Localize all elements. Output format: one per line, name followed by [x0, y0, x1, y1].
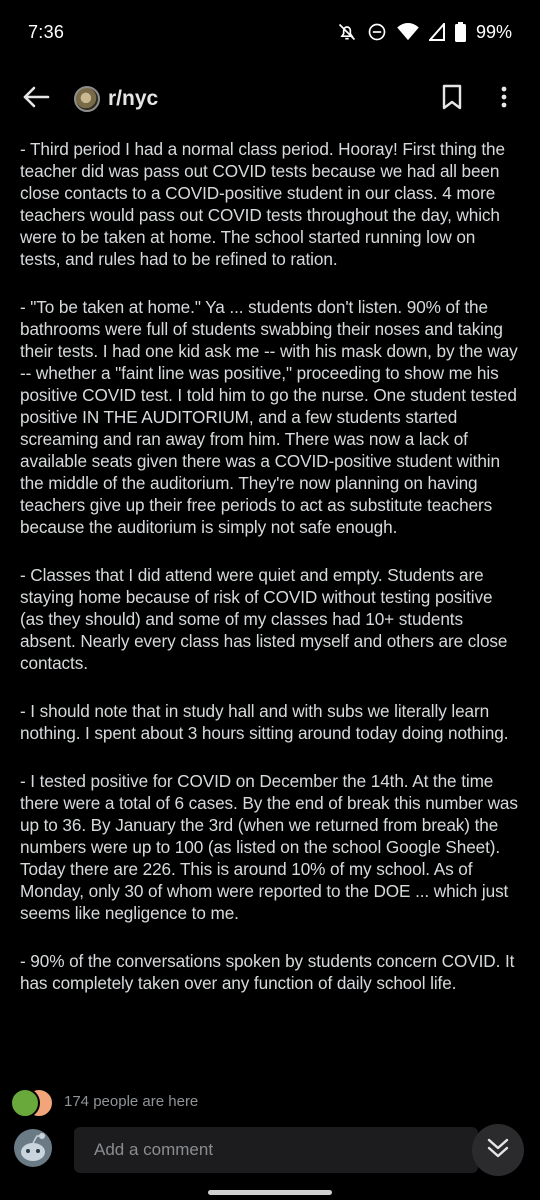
comment-bar [0, 1120, 540, 1180]
more-vertical-icon [501, 86, 507, 113]
post-paragraph: - "To be taken at home." Ya ... students don't listen. 90% of the bathrooms were full of students swabbing their noses and taking their tests. I had one kid ask me -- with his mask down, by the way -- whether a "faint line was positive," proceeding to show me his positive COVID test. I told him to go the nurse. One student tested positive IN THE AUDITORIUM, and a few students started screaming and ran away from him. There was now a lack of available seats given there was a COVID-positive student within the middle of the auditorium. They're now planning on having teachers give up their free periods to act as substitute teachers because the auditorium is simply not safe enough. [20, 297, 518, 537]
back-button[interactable] [16, 79, 56, 119]
post-paragraph: - Third period I had a normal class period. Hooray! First thing the teacher did was pass out COVID tests because we had all been close contacts to a COVID-positive student in our class. 4 more teachers would pass out COVID tests throughout the day, which were to be taken at home. The school started running low on tests, and rules had to be refined to ration. [20, 139, 505, 269]
subreddit-avatar[interactable] [74, 86, 100, 112]
more-options-button[interactable] [484, 79, 524, 119]
status-icons [337, 22, 512, 43]
post-paragraph: - I tested positive for COVID on December the 14th. At the time there were a total of 6 cases. By the end of break this number was up to 36. By January the 3rd (when we returned from break) the numbers were up to 100 (as listed on the school Google Sheet). Today there are 226. This is around 10% of my school. As of Monday, only 30 of whom were reported to the DOE ... which just seems like negligence to me. [20, 771, 518, 923]
do-not-disturb-icon [367, 22, 387, 42]
scroll-next-button[interactable] [472, 1124, 524, 1176]
avatar [10, 1088, 40, 1118]
double-chevron-down-icon [484, 1134, 512, 1167]
post-paragraph: - I should note that in study hall and with subs we literally learn nothing. I spent about 3 hours sitting around today doing nothing. [20, 701, 509, 743]
battery-icon [455, 22, 466, 42]
post-header [0, 68, 540, 130]
post-body [20, 138, 520, 1073]
post-paragraph: - 90% of the conversations spoken by students concern COVID. It has completely taken over any function of daily school life. [20, 951, 515, 993]
post-paragraph: - Classes that I did attend were quiet and empty. Students are staying home because of risk of COVID without testing positive (as they should) and some of my classes had 10+ students absent. Nearly every class has listed myself and others are close contacts. [20, 565, 508, 673]
subreddit-name[interactable]: r/nyc [108, 87, 159, 110]
bookmark-icon [442, 84, 462, 115]
save-button[interactable] [432, 79, 472, 119]
presence-count: 174 people are here [64, 1092, 199, 1110]
notifications-off-icon [337, 22, 357, 42]
status-bar [0, 0, 540, 64]
snoo-avatar-icon [13, 1128, 53, 1173]
presence-indicator [0, 1082, 540, 1120]
cell-signal-icon [429, 23, 445, 41]
user-avatar[interactable] [12, 1129, 54, 1171]
home-handle[interactable] [208, 1190, 332, 1195]
back-arrow-icon [22, 85, 50, 114]
battery-percent: 99% [475, 21, 512, 42]
wifi-icon [397, 23, 419, 41]
gesture-nav-bar [0, 1184, 540, 1200]
status-time: 7:36 [28, 21, 65, 42]
comment-input[interactable] [74, 1127, 478, 1173]
presence-avatars [10, 1086, 56, 1116]
